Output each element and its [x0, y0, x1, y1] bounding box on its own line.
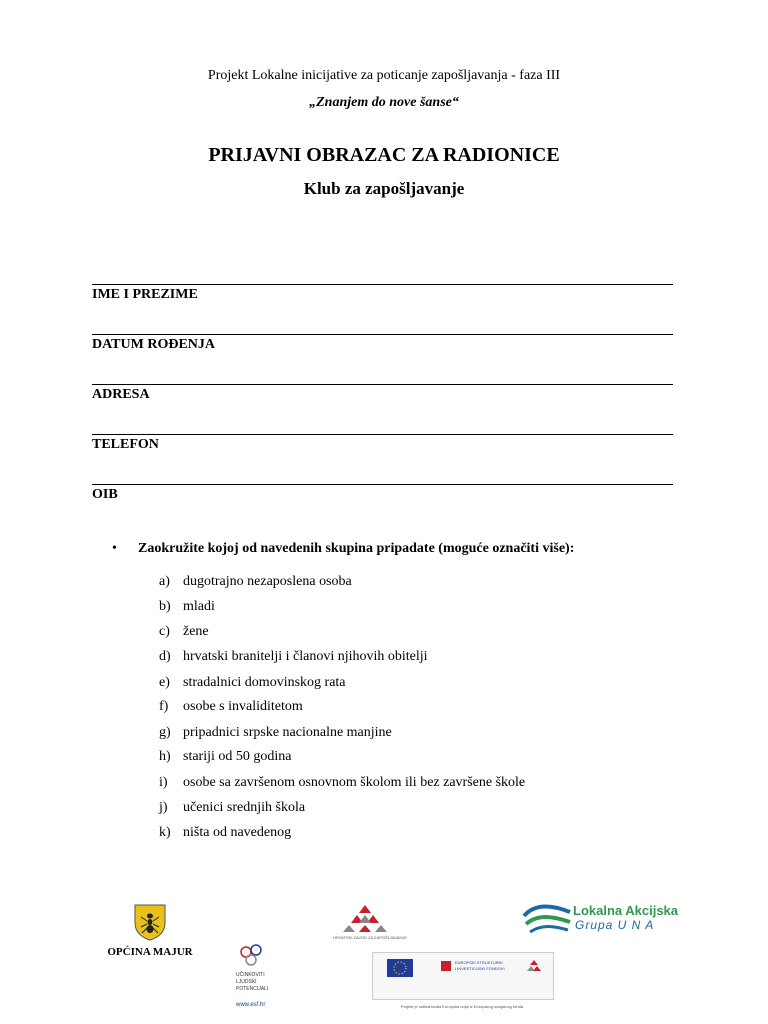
motto: „Znanjem do nove šanse“ — [309, 95, 459, 110]
eu-flag-icon — [387, 959, 413, 977]
eu-funds-banner — [372, 952, 554, 1000]
option-item[interactable] — [159, 825, 291, 841]
option-item[interactable] — [159, 574, 352, 590]
eu-funds-text — [455, 960, 505, 972]
option-text: hrvatski branitelji i članovi njihovih obitelji — [183, 649, 428, 664]
form-title: PRIJAVNI OBRAZAC ZA RADIONICE — [208, 144, 560, 166]
esf-line: POTENCIJALI — [236, 986, 269, 992]
option-letter: h) — [159, 749, 171, 764]
hzz-caption: HRVATSKI ZAVOD ZA ZAPOŠLJAVANJE — [333, 935, 407, 940]
option-text: dugotrajno nezaposlena osoba — [183, 574, 352, 589]
option-letter: e) — [159, 675, 170, 690]
field-label-address: ADRESA — [92, 387, 150, 402]
option-text: pripadnici srpske nacionalne manjine — [183, 725, 392, 740]
option-letter: i) — [159, 775, 168, 790]
majur-coat-of-arms-icon — [133, 903, 167, 941]
option-item[interactable] — [159, 775, 525, 791]
field-label-oib: OIB — [92, 487, 118, 502]
project-line: Projekt Lokalne inicijative za poticanje zapošljavanja - faza III — [207, 68, 561, 83]
field-line-birthdate[interactable] — [92, 334, 673, 335]
option-letter: c) — [159, 624, 170, 639]
bullet-icon: • — [112, 541, 117, 556]
esf-line: LJUDSKI — [236, 979, 257, 985]
option-text: žene — [183, 624, 209, 639]
field-label-phone: TELEFON — [92, 437, 159, 452]
option-text: učenici srednjih škola — [183, 800, 306, 815]
option-text: stradalnici domovinskog rata — [183, 675, 346, 690]
lag-line2: Grupa U N A — [575, 918, 655, 932]
esf-url: www.esf.hr — [236, 1002, 266, 1008]
option-letter: a) — [159, 574, 170, 589]
option-item[interactable] — [159, 749, 292, 765]
option-text: mladi — [183, 599, 215, 614]
option-item[interactable] — [159, 699, 303, 715]
option-letter: k) — [159, 825, 171, 840]
lag-una-wave-icon — [522, 898, 572, 938]
option-text: ništa od navedenog — [183, 825, 292, 840]
option-letter: d) — [159, 649, 171, 664]
form-subtitle: Klub za zapošljavanje — [303, 179, 465, 198]
esf-flower-icon — [234, 942, 270, 972]
option-item[interactable] — [159, 800, 305, 816]
croatia-checker-icon — [441, 961, 451, 971]
field-label-name: IME I PREZIME — [92, 287, 198, 302]
esf-letters — [236, 972, 268, 993]
field-label-birthdate: DATUM ROĐENJA — [92, 337, 216, 352]
field-line-oib[interactable] — [92, 484, 673, 485]
option-letter: f) — [159, 699, 169, 714]
option-item[interactable] — [159, 725, 392, 741]
option-item[interactable] — [159, 675, 346, 691]
option-letter: j) — [159, 800, 168, 815]
hzz-logo-icon — [340, 903, 390, 933]
field-line-name[interactable] — [92, 284, 673, 285]
eu-funds-line: EUROPSKI STRUKTURNI — [455, 960, 503, 965]
option-item[interactable] — [159, 599, 215, 615]
lag-line1: Lokalna Akcijska — [573, 903, 679, 918]
option-text: stariji od 50 godina — [183, 749, 292, 764]
eu-funds-line: I INVESTICIJSKI FONDOVI — [455, 966, 505, 971]
option-item[interactable] — [159, 624, 209, 640]
field-line-phone[interactable] — [92, 434, 673, 435]
option-text: osobe s invaliditetom — [183, 699, 303, 714]
municipality-name: OPĆINA MAJUR — [107, 946, 193, 958]
option-letter: g) — [159, 725, 171, 740]
field-line-address[interactable] — [92, 384, 673, 385]
option-text: osobe sa završenom osnovnom školom ili bez završene škole — [183, 775, 526, 790]
esf-line: UČINKOVITI — [236, 972, 265, 978]
question-text: Zaokružite kojoj od navedenih skupina pripadate (moguće označiti više): — [138, 541, 575, 556]
hzz-small-icon — [527, 959, 541, 973]
option-letter: b) — [159, 599, 171, 614]
eu-caption: Projekt je sufinancirala Europska unija iz Europskog socijalnog fonda — [400, 1004, 524, 1009]
option-item[interactable] — [159, 649, 428, 665]
